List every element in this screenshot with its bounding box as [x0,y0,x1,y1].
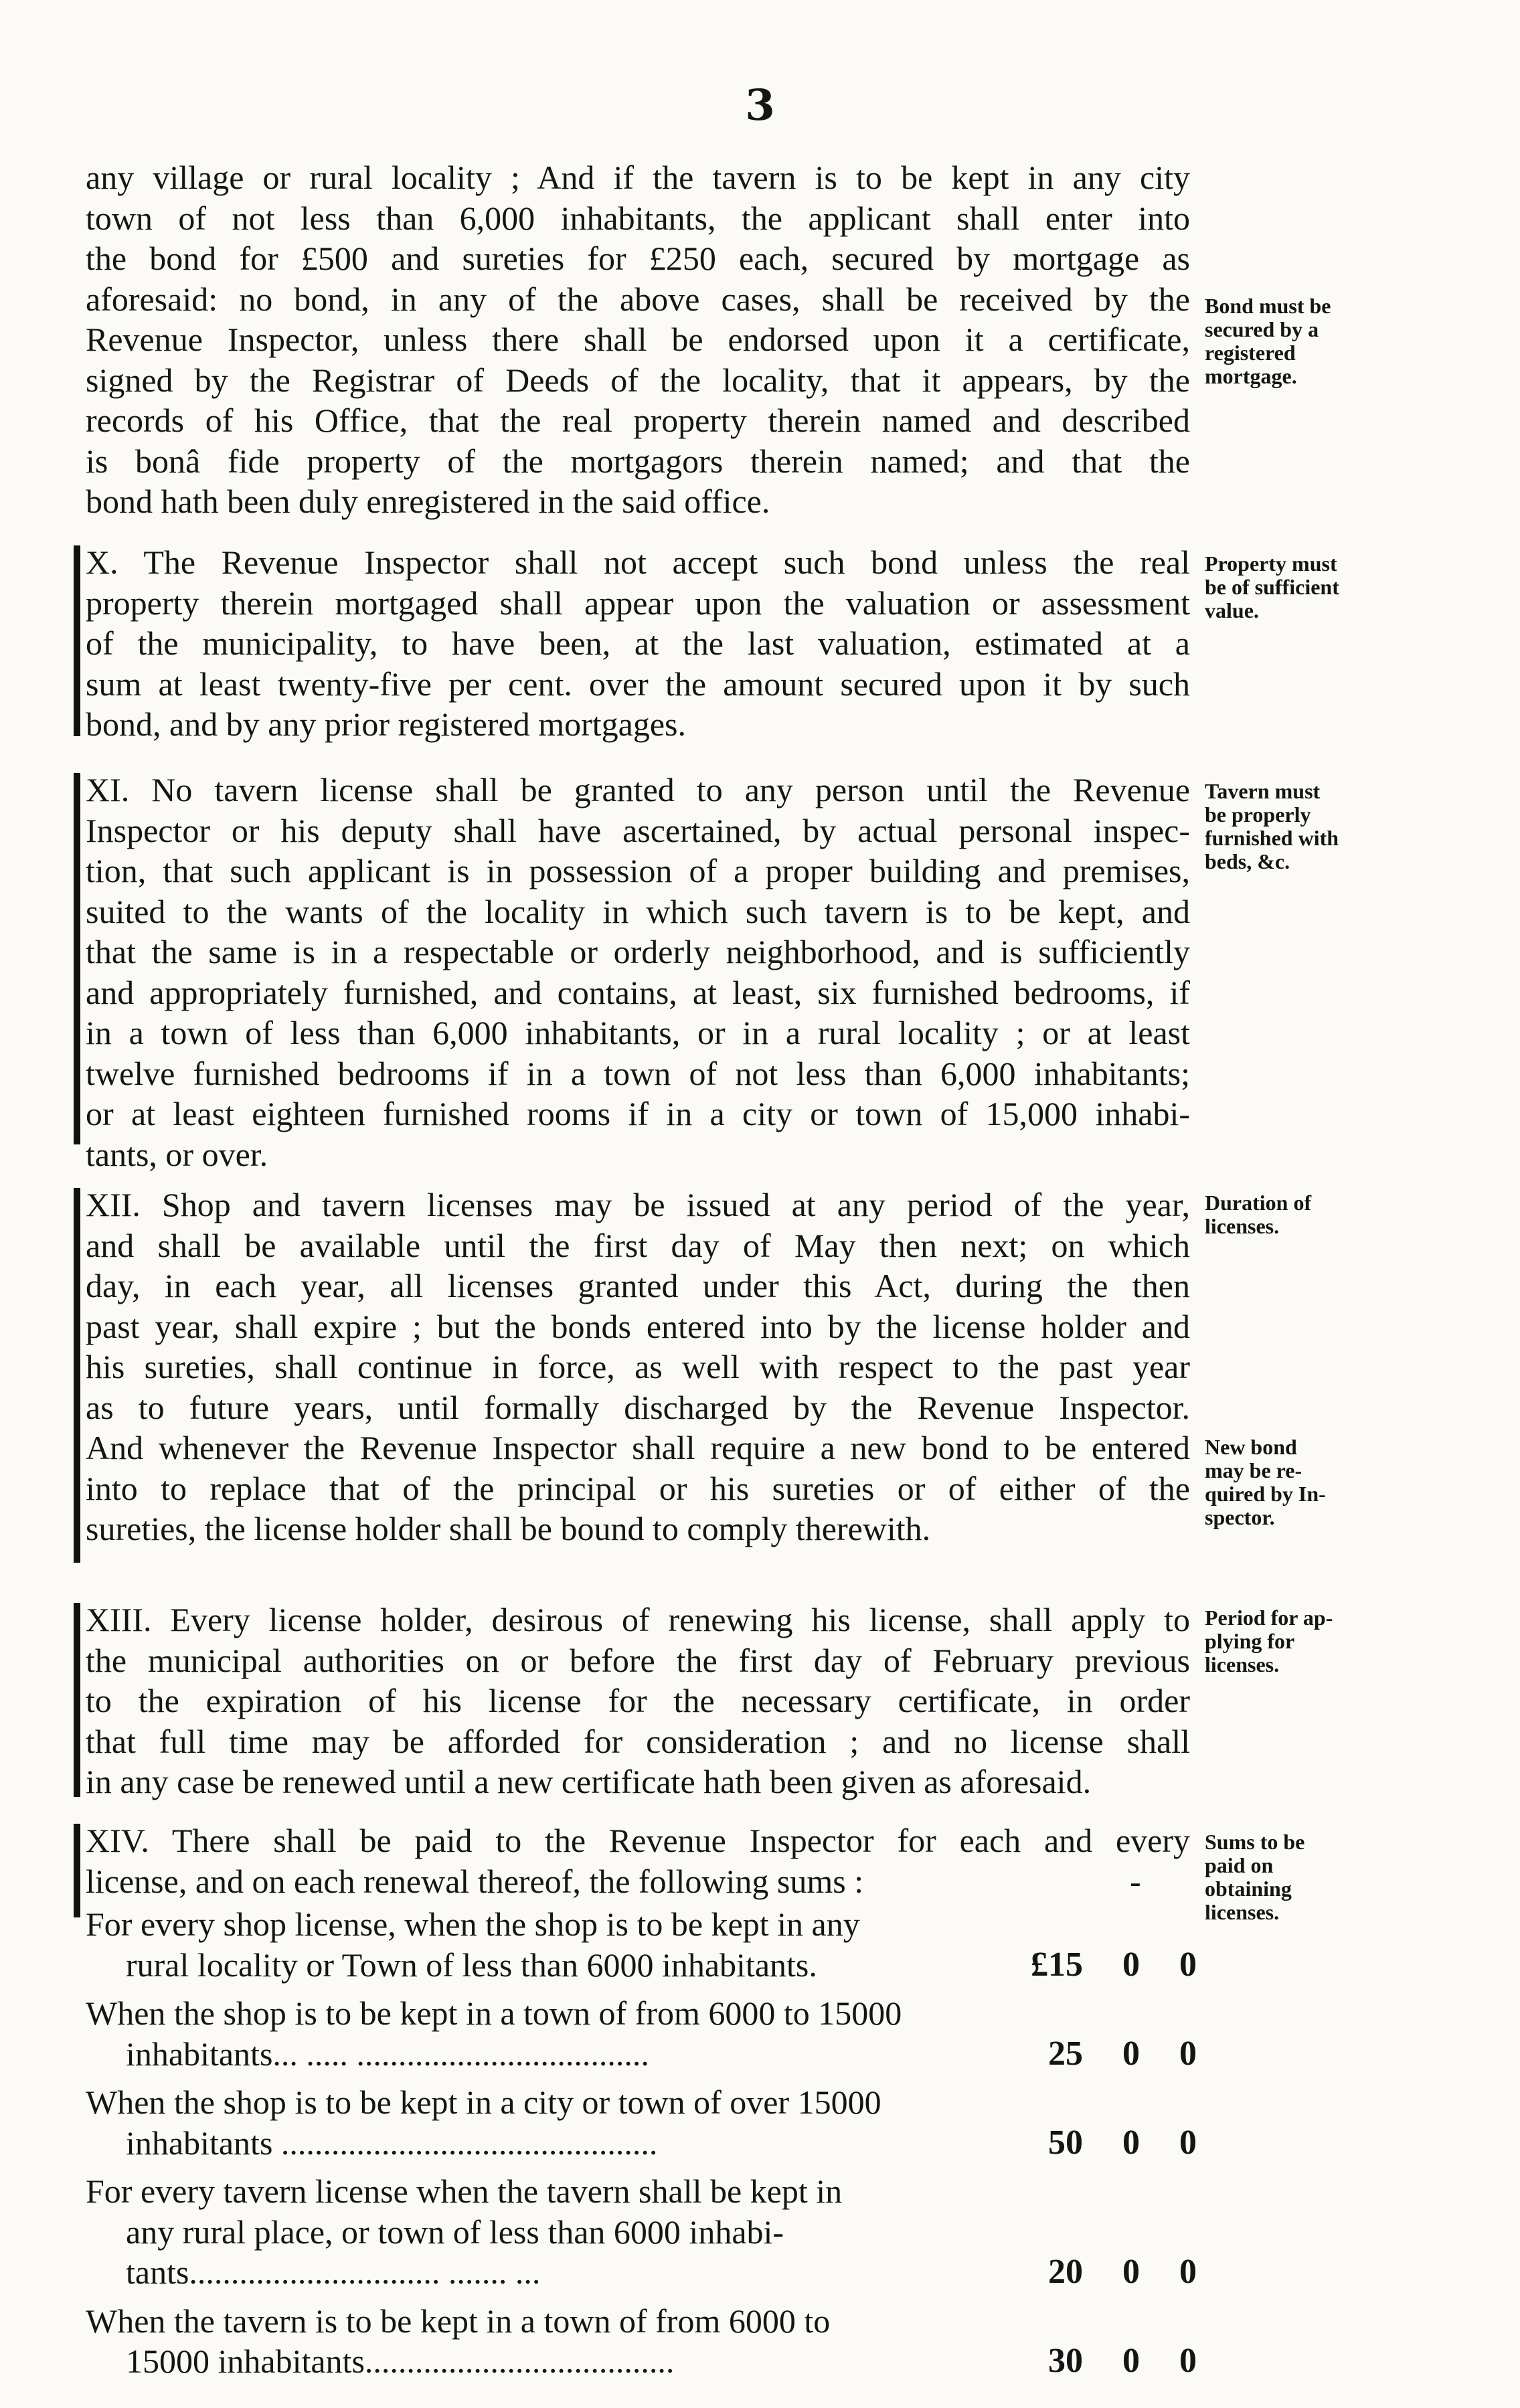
section-bar [74,773,80,1144]
fee-row [86,1993,1197,2074]
text-fragment: license, and on each renewal thereof, the following sums : [86,1862,864,1900]
text-line: tion, that such applicant is in possession of a proper building and premises, [86,852,1190,889]
text-line: or at least eighteen furnished rooms if in a city or town of 15,000 inhabi- [86,1095,1190,1132]
text-line: XIII. Every license holder, desirous of renewing his license, shall apply to [86,1601,1190,1638]
margin-note-duration: Duration of licenses. [1205,1191,1312,1238]
fee-shillings: 0 [1122,1945,1140,1984]
fee-description [86,1904,983,1985]
fee-pounds: 50 [1048,2123,1083,2162]
text-line: day, in each year, all licenses granted under this Act, during the then [86,1267,1190,1304]
fee-description [86,2082,983,2163]
margin-note-bond: Bond must be secured by a registered mortgage. [1205,294,1331,388]
section-bar [74,545,80,736]
fee-amount [983,2252,1197,2293]
text-line: is bonâ fide property of the mortgagors therein named; and that the [86,442,1190,480]
fee-description [86,2171,983,2293]
text-line: sum at least twenty-five per cent. over the amount secured upon it by such [86,665,1190,703]
text-line: bond hath been duly enregistered in the said office. [86,483,770,520]
text-line: to the expiration of his license for the necessary certificate, in order [86,1682,1190,1719]
fee-line: When the shop is to be kept in a city or town of over 15000 [86,2083,881,2121]
fee-row [86,2082,1197,2163]
text-line: property therein mortgaged shall appear upon the valuation or assessment [86,584,1190,622]
fee-amount [983,1945,1197,1986]
text-line: signed by the Registrar of Deeds of the locality, that it appears, by the [86,361,1190,399]
margin-note-tavern: Tavern must be properly furnished with beds, &c. [1205,779,1339,873]
fee-line: any rural place, or town of less than 6000 inhabi- [126,2213,784,2251]
text-line: the bond for £500 and sureties for £250 each, secured by mortgage as [86,240,1190,277]
text-line: of the municipality, to have been, at the last valuation, estimated at a [86,624,1190,662]
text-line: any village or rural locality ; And if the tavern is to be kept in any city [86,159,1190,196]
text-line: XI. No tavern license shall be granted to any person until the Revenue [86,771,1190,808]
fee-line: For every shop license, when the shop is to be kept in any [86,1905,860,1943]
text-line: the municipal authorities on or before the first day of February previous [86,1641,1190,1679]
text-line: and appropriately furnished, and contains, at least, six furnished bedrooms, if [86,973,1190,1011]
fee-line: inhabitants... ..... ................................... [126,2035,649,2073]
text-line: past year, shall expire ; but the bonds entered into by the license holder and [86,1307,1190,1345]
text-line: And whenever the Revenue Inspector shall require a new bond to be entered [86,1429,1190,1466]
text-line: XII. Shop and tavern licenses may be issued at any period of the year, [86,1186,1190,1223]
margin-note-sums: Sums to be paid on obtaining licenses. [1205,1830,1305,1924]
fee-table [86,1904,1197,2390]
fee-pence: 0 [1179,2123,1197,2162]
fee-shillings: 0 [1122,2253,1140,2291]
margin-note-property: Property must be of sufficient value. [1205,551,1339,622]
paragraph-x [86,542,1190,745]
paragraph-xiv [86,1820,1190,1901]
text-line: sureties, the license holder shall be bound to comply therewith. [86,1510,931,1547]
text-line: in any case be renewed until a new certificate hath been given as aforesaid. [86,1763,1092,1800]
fee-amount [983,2034,1197,2075]
text-line: XIV. There shall be paid to the Revenue Inspector for each and every [86,1822,1190,1859]
fee-line: inhabitants ............................................. [126,2124,658,2162]
fee-pounds: 20 [1048,2253,1083,2291]
fee-line: rural locality or Town of less than 6000 inhabitants. [126,1946,817,1984]
text-line: aforesaid: no bond, in any of the above cases, shall be received by the [86,280,1190,318]
fee-pounds: 30 [1048,2342,1083,2380]
text-line: town of not less than 6,000 inhabitants, the applicant shall enter into [86,199,1190,237]
text-line: into to replace that of the principal or his sureties or of either of the [86,1469,1190,1507]
margin-note-period: Period for ap- plying for licenses. [1205,1606,1333,1676]
dash-mark: - [1130,1862,1141,1900]
fee-line: 15000 inhabitants..................................... [126,2342,675,2380]
fee-shillings: 0 [1122,2034,1140,2073]
fee-line: For every tavern license when the tavern shall be kept in [86,2172,843,2210]
text-line [86,1861,1190,1902]
section-bar [74,1824,80,1917]
text-line: bond, and by any prior registered mortgages. [86,705,686,743]
text-line: twelve furnished bedrooms if in a town of not less than 6,000 inhabitants; [86,1054,1190,1092]
fee-amount [983,2123,1197,2164]
fee-pence: 0 [1179,2342,1197,2380]
fee-line: When the shop is to be kept in a town of from 6000 to 15000 [86,1994,902,2032]
section-bar [74,1603,80,1797]
fee-amount [983,2341,1197,2382]
section-bar [74,1188,80,1563]
fee-pence: 0 [1179,2253,1197,2291]
fee-row [86,1904,1197,1985]
fee-description [86,2301,983,2382]
text-line: Revenue Inspector, unless there shall be endorsed upon it a certificate, [86,321,1190,358]
text-line: Inspector or his deputy shall have ascertained, by actual personal inspec- [86,811,1190,849]
fee-pence: 0 [1179,2034,1197,2073]
fee-line: When the tavern is to be kept in a town of from 6000 to [86,2302,831,2340]
paragraph-xiii [86,1600,1190,1802]
text-line: that the same is in a respectable or orderly neighborhood, and is sufficiently [86,933,1190,970]
paragraph-continued [86,157,1190,522]
text-line: suited to the wants of the locality in which such tavern is to be kept, and [86,892,1190,930]
paragraph-xii [86,1185,1190,1549]
fee-shillings: 0 [1122,2342,1140,2380]
text-line: and shall be available until the first day of May then next; on which [86,1226,1190,1264]
fee-row [86,2301,1197,2382]
fee-line: tants.............................. ....... ... [126,2253,541,2291]
fee-pounds: 25 [1048,2034,1083,2073]
text-line: as to future years, until formally discharged by the Revenue Inspector. [86,1388,1190,1426]
margin-note-new-bond: New bond may be re- quired by In- spector. [1205,1435,1326,1529]
text-line: tants, or over. [86,1135,268,1173]
text-line: records of his Office, that the real property therein named and described [86,402,1190,439]
text-line: that full time may be afforded for consideration ; and no license shall [86,1722,1190,1760]
page-number: 3 [745,80,775,131]
text-line: X. The Revenue Inspector shall not accept such bond unless the real [86,543,1190,581]
fee-pence: 0 [1179,1945,1197,1984]
paragraph-xi [86,770,1190,1175]
fee-description [86,1993,983,2074]
fee-row [86,2171,1197,2293]
text-line: in a town of less than 6,000 inhabitants, or in a rural locality ; or at least [86,1014,1190,1051]
text-line: his sureties, shall continue in force, as well with respect to the past year [86,1348,1190,1385]
fee-pounds: £15 [1031,1945,1083,1984]
fee-shillings: 0 [1122,2123,1140,2162]
